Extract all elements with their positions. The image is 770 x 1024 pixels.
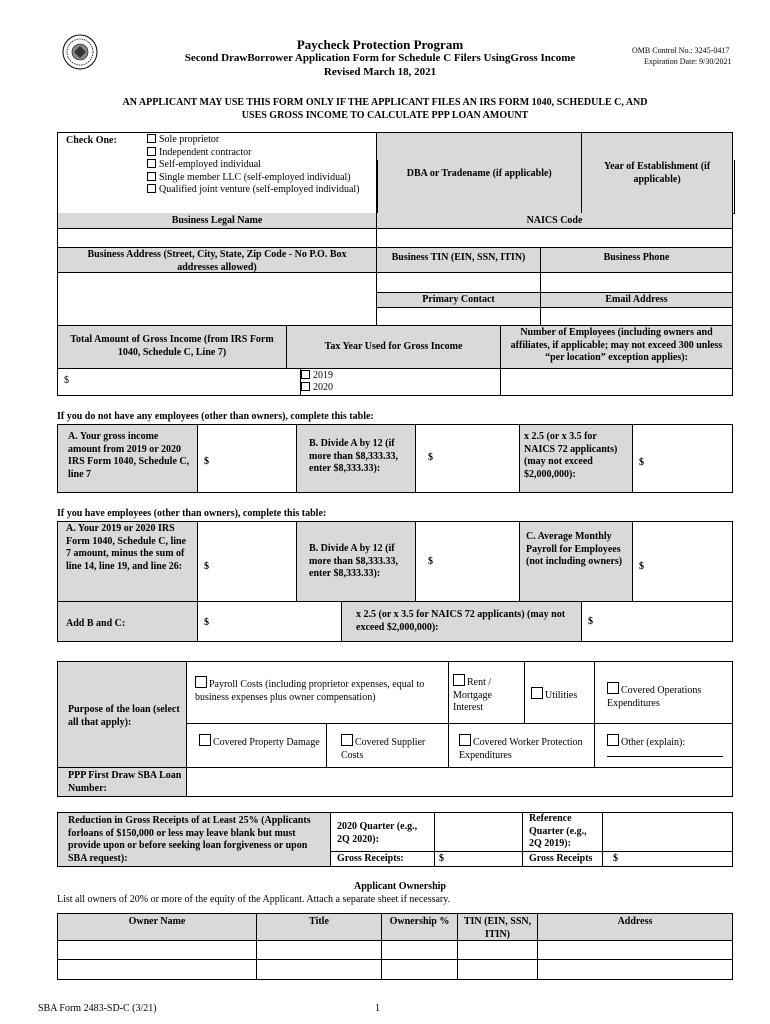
- tin-header: Business TIN (EIN, SSN, ITIN): [377, 248, 541, 273]
- dba-header: DBA or Tradename (if applicable): [377, 133, 582, 215]
- owner-tin-header: TIN (EIN, SSN, ITIN): [458, 913, 538, 941]
- owner-row-1-name[interactable]: [57, 941, 257, 960]
- year-established-input[interactable]: [581, 160, 735, 214]
- first-draw-input[interactable]: [187, 768, 733, 797]
- ownership-percent-header: Ownership %: [382, 913, 458, 941]
- entity-type-cell: [58, 133, 377, 215]
- omb-control: OMB Control No.: 3245-0417: [632, 46, 730, 55]
- gross-income-input[interactable]: [57, 369, 301, 396]
- checkbox-icon[interactable]: [301, 370, 310, 379]
- purpose-covered-ops[interactable]: Covered Operations Expenditures: [595, 661, 733, 724]
- legal-name-input[interactable]: [57, 229, 377, 248]
- no-emp-result-input[interactable]: $: [633, 424, 733, 493]
- checkbox-icon[interactable]: [147, 172, 156, 181]
- owner-row-1-percent[interactable]: [382, 941, 458, 960]
- no-emp-b-input[interactable]: $: [416, 424, 520, 493]
- option-sole-proprietor[interactable]: Sole proprietor: [147, 134, 387, 147]
- owner-address-header: Address: [538, 913, 733, 941]
- form-identifier: SBA Form 2483-SD-C (3/21): [38, 1003, 157, 1014]
- checkbox-icon[interactable]: [199, 734, 211, 746]
- owner-row-1-tin[interactable]: [458, 941, 538, 960]
- emp-result-input[interactable]: $: [582, 602, 733, 642]
- emp-mult-label: x 2.5 (or x 3.5 for NAICS 72 applicants) (may not exceed $2,000,000):: [342, 602, 582, 642]
- gross-income-dollar: $: [64, 375, 69, 386]
- option-single-member-llc[interactable]: Single member LLC (self-employed individual): [147, 172, 387, 185]
- emp-a-input[interactable]: $: [198, 521, 297, 602]
- sba-seal-icon: [62, 34, 98, 70]
- checkbox-icon[interactable]: [341, 734, 353, 746]
- add-b-c-input[interactable]: $: [198, 602, 342, 642]
- checkbox-icon[interactable]: [453, 674, 465, 686]
- tax-year-options: [301, 369, 501, 396]
- gross-receipts-2020-input[interactable]: $: [435, 852, 523, 867]
- email-input[interactable]: [541, 308, 733, 326]
- reference-quarter-input[interactable]: [603, 812, 733, 852]
- employees-input[interactable]: [501, 369, 733, 396]
- purpose-utilities[interactable]: Utilities: [525, 661, 595, 724]
- checkbox-icon[interactable]: [607, 682, 619, 694]
- year-established-header: Year of Establishment (if applicable): [582, 133, 733, 215]
- ownership-title: Applicant Ownership: [354, 881, 446, 892]
- quarter-2020-input[interactable]: [435, 812, 523, 852]
- gross-receipts-ref-label: Gross Receipts: [523, 852, 603, 867]
- applicant-notice-line-1: AN APPLICANT MAY USE THIS FORM ONLY IF THE APPLICANT FILES AN IRS FORM 1040, SCHEDULE C, AND: [122, 97, 648, 108]
- checkbox-icon[interactable]: [195, 676, 207, 688]
- add-b-c-label: Add B and C:: [57, 602, 198, 642]
- option-self-employed[interactable]: Self-employed individual: [147, 159, 387, 172]
- primary-contact-header: Primary Contact: [377, 293, 541, 308]
- first-draw-label: PPP First Draw SBA Loan Number:: [57, 768, 187, 797]
- tin-input[interactable]: [377, 273, 541, 293]
- checkbox-icon[interactable]: [459, 734, 471, 746]
- email-header: Email Address: [541, 293, 733, 308]
- dba-input[interactable]: [377, 160, 582, 214]
- emp-c-label: C. Average Monthly Payroll for Employees (not including owners): [520, 521, 633, 602]
- checkbox-icon[interactable]: [607, 734, 619, 746]
- legal-name-header: Business Legal Name: [57, 213, 377, 229]
- gross-receipts-label: Reduction in Gross Receipts of at Least 25% (Applicants forloans of $150,000 or less may leave blank but must provide upon or before seeking loan forgiveness or upon SBA request):: [57, 812, 331, 867]
- no-emp-a-input[interactable]: $: [198, 424, 297, 493]
- gross-receipts-ref-input[interactable]: $: [603, 852, 733, 867]
- emp-b-label: B. Divide A by 12 (if more than $8,333.33, enter $8,333.33):: [297, 521, 416, 602]
- naics-input[interactable]: [377, 229, 733, 248]
- owner-row-2-title[interactable]: [257, 960, 382, 980]
- tax-year-2019-option[interactable]: 2019: [301, 370, 500, 382]
- address-input[interactable]: [57, 273, 377, 326]
- primary-contact-input[interactable]: [377, 308, 541, 326]
- gross-income-header: Total Amount of Gross Income (from IRS Form 1040, Schedule C, Line 7): [57, 326, 287, 369]
- checkbox-icon[interactable]: [301, 382, 310, 391]
- checkbox-icon[interactable]: [147, 147, 156, 156]
- applicant-notice-line-2: USES GROSS INCOME TO CALCULATE PPP LOAN AMOUNT: [241, 110, 529, 121]
- reference-quarter-label: Reference Quarter (e.g., 2Q 2019):: [523, 812, 603, 852]
- form-subtitle: Second DrawBorrower Application Form for Schedule C Filers UsingGross Income: [184, 52, 576, 64]
- checkbox-icon[interactable]: [531, 687, 543, 699]
- form-title: Paycheck Protection Program: [296, 37, 464, 52]
- purpose-other[interactable]: Other (explain):: [595, 724, 733, 768]
- gross-receipts-2020-label: Gross Receipts:: [331, 852, 435, 867]
- phone-header: Business Phone: [541, 248, 733, 273]
- page-number: 1: [375, 1003, 380, 1014]
- emp-b-input[interactable]: $: [416, 521, 520, 602]
- emp-a-label: A. Your 2019 or 2020 IRS Form 1040, Schedule C, line 7 amount, minus the sum of line 14, line 19, and line 26:: [57, 521, 198, 602]
- tax-year-2020-option[interactable]: 2020: [301, 382, 500, 394]
- address-header: Business Address (Street, City, State, Zip Code - No P.O. Box addresses allowed): [57, 248, 377, 273]
- owner-row-1-address[interactable]: [538, 941, 733, 960]
- owner-row-2-percent[interactable]: [382, 960, 458, 980]
- owner-row-2-address[interactable]: [538, 960, 733, 980]
- no-emp-a-label: A. Your gross income amount from 2019 or 2020 IRS Form 1040, Schedule C, line 7: [57, 424, 198, 493]
- no-employees-heading: If you do not have any employees (other than owners), complete this table:: [57, 411, 374, 422]
- purpose-rent[interactable]: Rent / Mortgage Interest: [449, 661, 525, 724]
- purpose-payroll[interactable]: Payroll Costs (including proprietor expenses, equal to business expenses plus owner compensation): [187, 661, 449, 724]
- checkbox-icon[interactable]: [147, 134, 156, 143]
- revised-date: Revised March 18, 2021: [323, 66, 437, 78]
- owner-row-1-title[interactable]: [257, 941, 382, 960]
- naics-header: NAICS Code: [377, 213, 733, 229]
- option-joint-venture[interactable]: Qualified joint venture (self-employed individual): [147, 184, 387, 197]
- employees-header: Number of Employees (including owners and affiliates, if applicable; may not exceed 300 unless “per location” exception applies):: [501, 326, 733, 369]
- owner-row-2-tin[interactable]: [458, 960, 538, 980]
- emp-c-input[interactable]: $: [633, 521, 733, 602]
- no-emp-mult-label: x 2.5 (or x 3.5 for NAICS 72 applicants) (may not exceed $2,000,000):: [520, 424, 633, 493]
- purpose-label: Purpose of the loan (select all that apply):: [57, 661, 187, 768]
- other-explain-line[interactable]: [607, 756, 723, 757]
- purpose-supplier-costs[interactable]: Covered Supplier Costs: [327, 724, 449, 768]
- no-emp-b-label: B. Divide A by 12 (if more than $8,333.33, enter $8,333.33):: [297, 424, 416, 493]
- owner-name-header: Owner Name: [57, 913, 257, 941]
- check-one-label: Check One:: [66, 135, 117, 146]
- purpose-worker-protection[interactable]: Covered Worker Protection Expenditures: [449, 724, 595, 768]
- checkbox-icon[interactable]: [147, 184, 156, 193]
- option-independent-contractor[interactable]: Independent contractor: [147, 147, 387, 160]
- purpose-property-damage[interactable]: Covered Property Damage: [187, 724, 327, 768]
- owner-title-header: Title: [257, 913, 382, 941]
- phone-input[interactable]: [541, 273, 733, 293]
- owner-row-2-name[interactable]: [57, 960, 257, 980]
- ownership-instruction: List all owners of 20% or more of the equity of the Applicant. Attach a separate sheet if necessary.: [57, 894, 451, 905]
- quarter-2020-label: 2020 Quarter (e.g., 2Q 2020):: [331, 812, 435, 852]
- expiration-date: Expiration Date: 9/30/2021: [644, 57, 732, 66]
- checkbox-icon[interactable]: [147, 159, 156, 168]
- tax-year-header: Tax Year Used for Gross Income: [287, 326, 501, 369]
- employees-heading: If you have employees (other than owners), complete this table:: [57, 508, 327, 519]
